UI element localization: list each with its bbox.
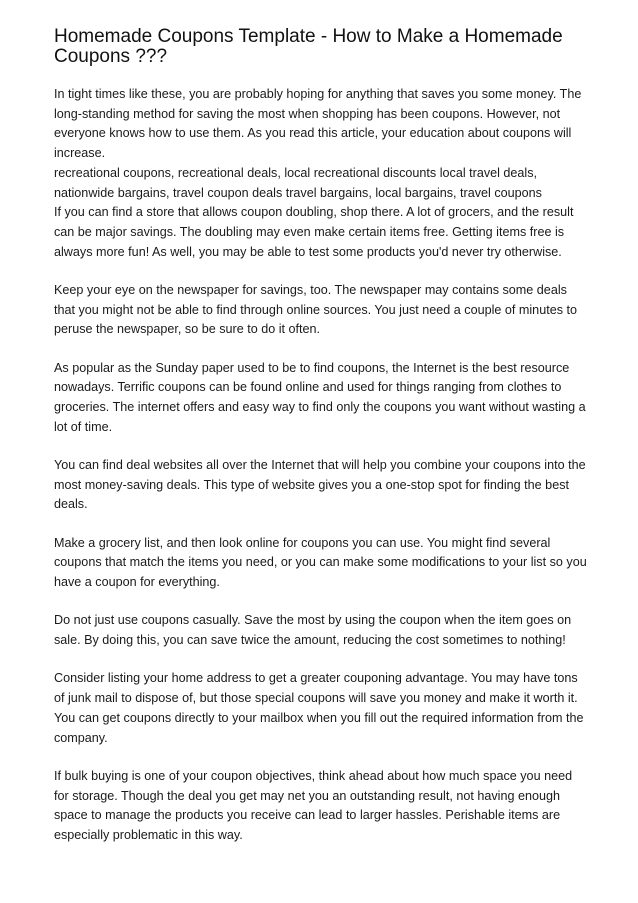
paragraph-spacer <box>54 437 590 456</box>
paragraph-grocery-list: Make a grocery list, and then look online for coupons you can use. You might find several coupons that match the items you need, or you can make some modifications to your list so you have a coupon for everything. <box>54 535 587 590</box>
paragraph-spacer <box>54 262 590 281</box>
paragraph-internet: As popular as the Sunday paper used to be to find coupons, the Internet is the best resource nowadays. Terrific coupons can be found online and used for things ranging from clothes to groceries. The internet offers and easy way to find only the coupons you want without wasting a lot of time. <box>54 360 586 434</box>
document-page <box>54 27 590 846</box>
document-title: Homemade Coupons Template - How to Make a Homemade Coupons ??? <box>54 26 563 67</box>
paragraph-casual-use: Do not just use coupons casually. Save the most by using the coupon when the item goes on sale. By doing this, you can save twice the amount, reducing the cost sometimes to nothing! <box>54 613 572 648</box>
paragraph-spacer <box>54 593 590 612</box>
document-body <box>54 85 590 846</box>
paragraph-home-address: Consider listing your home address to get a greater couponing advantage. You may have tons of junk mail to dispose of, but those special coupons will save you money and make it worth it. You can get coupons directly to your mailbox when you fill out the required information from the company. <box>54 671 584 745</box>
paragraph-newspaper: Keep your eye on the newspaper for savings, too. The newspaper may contains some deals that you might not be able to find through online sources. You just need a couple of minutes to peruse the newspaper, so be sure to do it often. <box>54 282 577 337</box>
paragraph-keywords: recreational coupons, recreational deals, local recreational discounts local travel deals, nationwide bargains, travel coupon deals travel bargains, local bargains, travel coupons <box>54 165 542 200</box>
paragraph-bulk-buying: If bulk buying is one of your coupon objectives, think ahead about how much space you need for storage. Though the deal you get may net you an outstanding result, not having enough space to manage the products you receive can lead to larger hassles. Perishable items are especially problematic in this way. <box>54 768 573 842</box>
paragraph-deal-websites: You can find deal websites all over the Internet that will help you combine your coupons into the most money-saving deals. This type of website gives you a one-stop spot for finding the best deals. <box>54 458 586 512</box>
paragraph-spacer <box>54 515 590 534</box>
paragraph-spacer <box>54 748 590 767</box>
paragraph-spacer <box>54 340 590 359</box>
paragraph-intro: In tight times like these, you are probably hoping for anything that saves you some money. The long-standing method for saving the most when shopping has been coupons. However, not everyone knows how to use them. As you read this article, your education about coupons will increase. <box>54 87 582 161</box>
paragraph-spacer <box>54 651 590 670</box>
paragraph-coupon-doubling: If you can find a store that allows coupon doubling, shop there. A lot of grocers, and the result can be major savings. The doubling may even make certain items free. Getting items free is always more fun! As well, you may be able to test some products you'd never try otherwise. <box>54 205 574 259</box>
